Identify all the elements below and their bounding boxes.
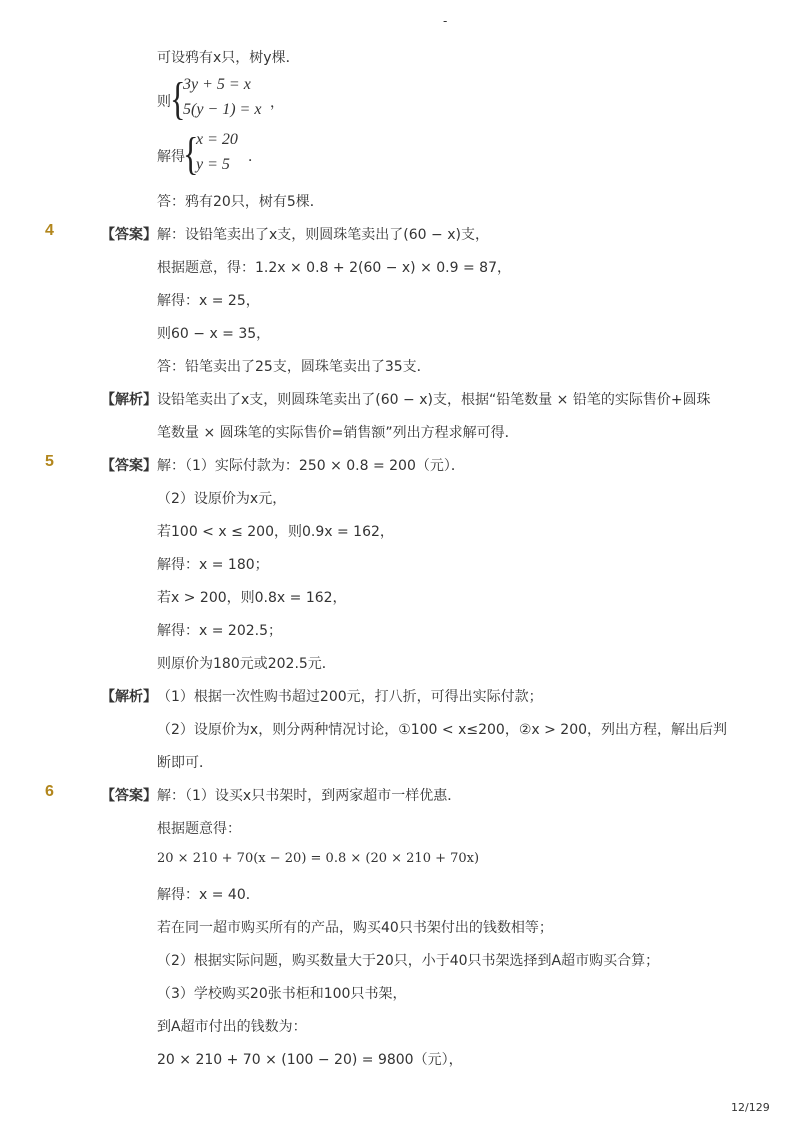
p5-analysis-line3: 断即可． (157, 755, 213, 771)
p3-solve-label: 解得 (157, 149, 185, 165)
p5-answer-line6: 解得：x = 202.5； (157, 623, 282, 639)
left-brace-icon: { (170, 73, 186, 124)
p5-answer-line3: 若100 < x ≤ 200，则0.9x = 162， (157, 524, 394, 540)
page-number: 12/129 (731, 1101, 770, 1114)
p4-answer-line4: 则60 − x = 35， (157, 326, 271, 342)
solution-eq1: x = 20 (196, 131, 238, 148)
analysis-tag: 【解析】 (101, 392, 157, 408)
p3-period: ． (248, 149, 262, 165)
p3-comma: ， (270, 95, 284, 111)
p6-answer-line9: 20 × 210 + 70 × (100 − 20) = 9800（元）， (157, 1052, 463, 1068)
p6-answer-line5: 若在同一超市购买所有的产品，购买40只书架付出的钱数相等； (157, 920, 553, 936)
analysis-tag: 【解析】 (101, 689, 157, 705)
p6-equation: 20 × 210 + 70(x − 20) = 0.8 × (20 × 210 + 70x) (157, 851, 480, 866)
p5-answer-line7: 则原价为180元或202.5元． (157, 656, 336, 672)
header-mark: - (443, 14, 448, 28)
answer-tag: 【答案】 (101, 458, 157, 474)
problem-number: 6 (45, 783, 54, 800)
p4-answer-line1: 解：设铅笔卖出了x支，则圆珠笔卖出了(60 − x)支， (157, 227, 489, 243)
p6-answer-line8: 到A超市付出的钱数为： (157, 1019, 307, 1035)
answer-tag: 【答案】 (101, 788, 157, 804)
p6-answer-line6: （2）根据实际问题，购买数量大于20只，小于40只书架选择到A超市购买合算； (157, 953, 660, 969)
problem-number: 5 (45, 453, 54, 470)
system-eq1: 3y + 5 = x (183, 76, 251, 93)
p5-analysis-line1: （1）根据一次性购书超过200元，打八折，可得出实际付款； (157, 689, 543, 705)
p4-answer-line3: 解得：x = 25， (157, 293, 260, 309)
p5-answer-line1: 解：（1）实际付款为：250 × 0.8 = 200（元）． (157, 458, 465, 474)
p5-answer-line5: 若x > 200，则0.8x = 162， (157, 590, 347, 606)
p4-analysis-line2: 笔数量 × 圆珠笔的实际售价=销售额”列出方程求解可得． (157, 425, 519, 441)
left-brace-icon: { (183, 128, 199, 179)
p5-answer-line2: （2）设原价为x元， (157, 491, 287, 507)
solution-eq2: y = 5 (196, 156, 230, 173)
p5-answer-line4: 解得：x = 180； (157, 557, 269, 573)
p6-answer-line2: 根据题意得： (157, 821, 241, 837)
p4-analysis-line1: 设铅笔卖出了x支，则圆珠笔卖出了(60 − x)支，根据“铅笔数量 × 铅笔的实际售价+圆珠 (157, 392, 711, 408)
p4-answer-line2: 根据题意，得：1.2x × 0.8 + 2(60 − x) × 0.9 = 87， (157, 260, 511, 276)
problem-number: 4 (45, 222, 54, 239)
answer-tag: 【答案】 (101, 227, 157, 243)
p6-answer-line4: 解得：x = 40． (157, 887, 260, 903)
system-eq2: 5(y − 1) = x (183, 101, 262, 118)
p3-answer: 答：鸦有20只，树有5棵． (157, 194, 324, 210)
p3-then-label: 则 (157, 94, 171, 110)
p5-analysis-line2: （2）设原价为x，则分两种情况讨论，①100 < x≤200，②x > 200，列出方程，解出后判 (157, 722, 728, 738)
p3-line1: 可设鸦有x只，树y棵． (157, 50, 300, 66)
p6-answer-line7: （3）学校购买20张书柜和100只书架， (157, 986, 407, 1002)
p4-answer-line5: 答：铅笔卖出了25支，圆珠笔卖出了35支． (157, 359, 431, 375)
p6-answer-line1: 解：（1）设买x只书架时，到两家超市一样优惠． (157, 788, 462, 804)
